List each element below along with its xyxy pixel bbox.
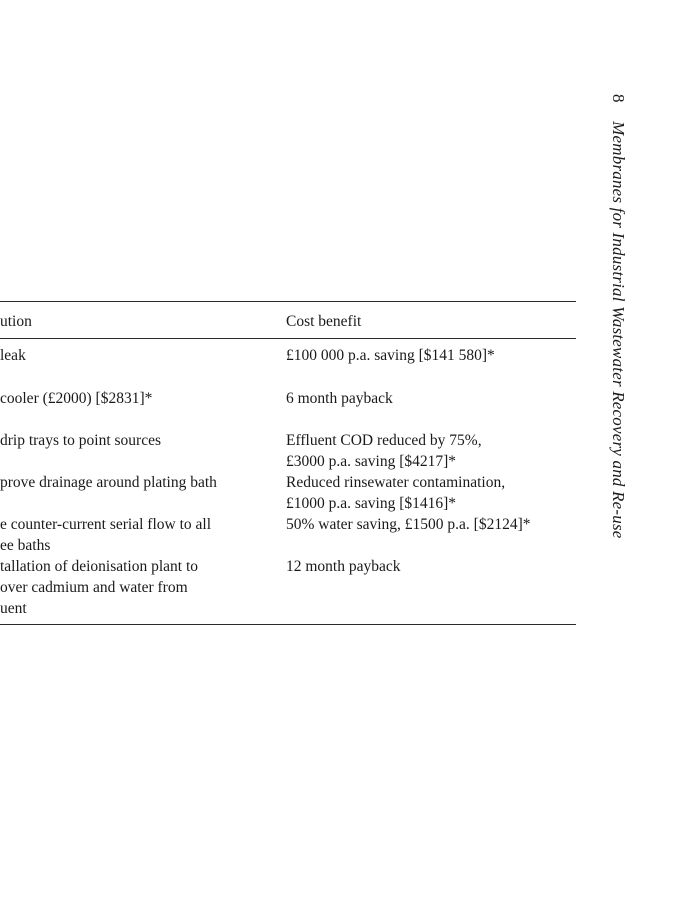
table-bottom-rule: [0, 624, 576, 625]
row-5-cost-line-1: 50% water saving, £1500 p.a. [$2124]*: [286, 516, 531, 533]
row-3-solution-line-1: drip trays to point sources: [0, 432, 162, 449]
row-4-cost-line-2: £1000 p.a. saving [$1416]*: [286, 495, 457, 512]
row-1-cost-line-1: £100 000 p.a. saving [$141 580]*: [286, 347, 495, 364]
row-5-solution-line-2: ee baths: [0, 537, 51, 554]
chapter-title: Membranes for Industrial Wastewater Recovery and Re-use: [609, 121, 628, 539]
row-6-cost-line-1: 12 month payback: [286, 558, 401, 575]
row-1-cost-benefit: [286, 345, 495, 366]
row-1-solution: [0, 345, 26, 366]
table-header-rule: [0, 338, 576, 339]
row-6-solution-line-2: over cadmium and water from: [0, 579, 188, 596]
row-2-cost-benefit: [286, 388, 393, 409]
row-2-solution-line-1: cooler (£2000) [$2831]*: [0, 390, 153, 407]
row-5-solution: [0, 514, 211, 556]
row-4-solution-line-1: prove drainage around plating bath: [0, 474, 217, 491]
header-cost-benefit: Cost benefit: [286, 313, 362, 330]
row-1-solution-line-1: leak: [0, 347, 26, 364]
row-4-cost-line-1: Reduced rinsewater contamination,: [286, 474, 506, 491]
row-5-cost-benefit: [286, 514, 531, 535]
row-3-solution: [0, 430, 161, 451]
row-2-solution: [0, 388, 152, 409]
header-solution: ution: [0, 313, 32, 330]
row-3-cost-benefit: [286, 430, 482, 472]
row-6-solution-line-1: tallation of deionisation plant to: [0, 558, 199, 575]
row-3-cost-line-1: Effluent COD reduced by 75%,: [286, 432, 482, 449]
row-3-cost-line-2: £3000 p.a. saving [$4217]*: [286, 453, 457, 470]
row-6-solution-line-3: uent: [0, 600, 27, 617]
row-5-solution-line-1: e counter-current serial flow to all: [0, 516, 211, 533]
row-2-cost-line-1: 6 month payback: [286, 390, 393, 407]
row-4-solution: [0, 472, 217, 493]
page-number: 8: [609, 94, 628, 103]
row-6-cost-benefit: [286, 556, 401, 577]
table-top-rule: [0, 301, 576, 302]
row-4-cost-benefit: [286, 472, 505, 514]
row-6-solution: [0, 556, 198, 619]
running-head: [608, 94, 628, 539]
